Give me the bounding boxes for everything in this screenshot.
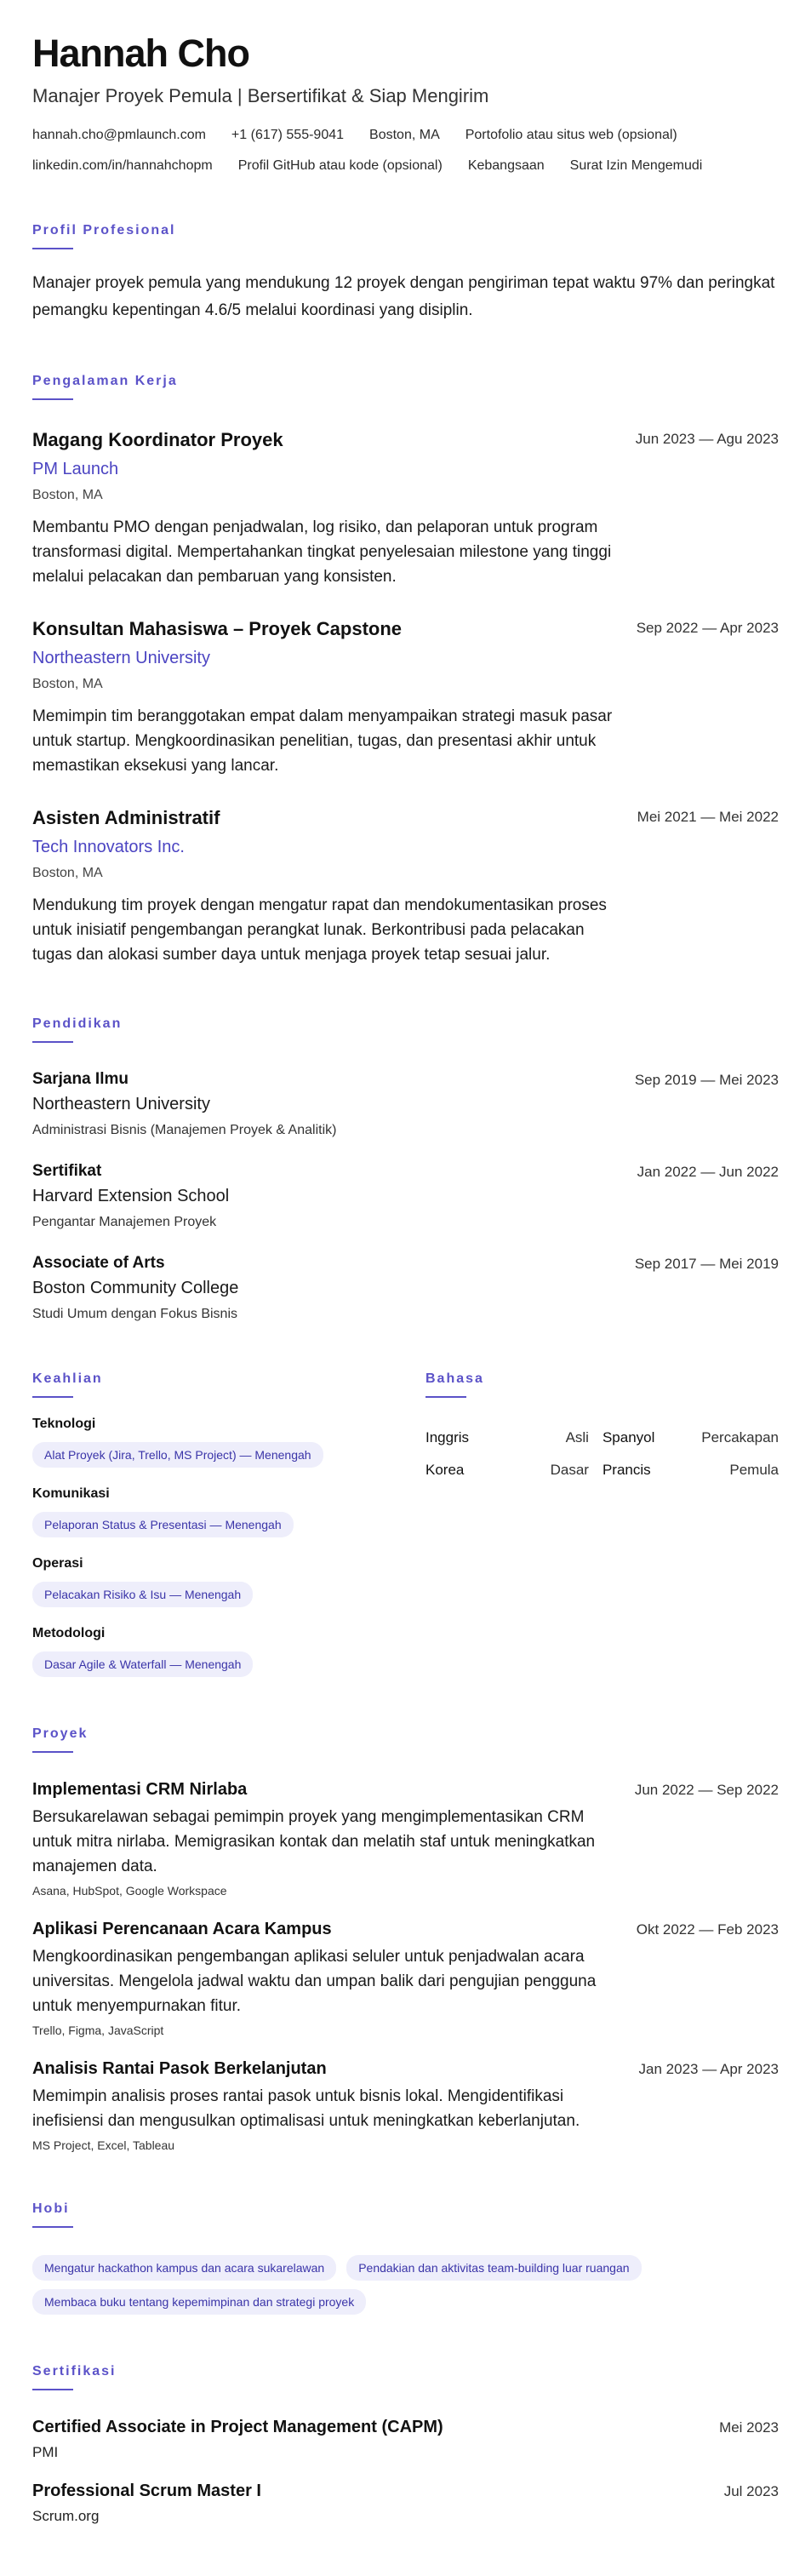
job-organization: Tech Innovators Inc. (32, 837, 185, 856)
hobby-list (32, 2247, 779, 2315)
drivers-license: Surat Izin Mengemudi (569, 157, 703, 173)
education-item (32, 1070, 779, 1138)
experience-section (32, 374, 779, 967)
section-divider (32, 2389, 73, 2390)
skill-category: Operasi (32, 1555, 83, 1571)
section-divider (425, 1396, 466, 1398)
education-item (32, 1254, 779, 1322)
hobby-chip: Membaca buku tentang kepemimpinan dan strategi proyek (32, 2289, 366, 2315)
language-level: Pemula (729, 1461, 779, 1478)
project-description: Bersukarelawan sebagai pemimpin proyek yang mengimplementasikan CRM untuk mitra nirlaba. Memigrasikan kontak dan melatih staf untuk meningkatkan manajemen data. (32, 1807, 596, 1875)
skill-chip: Pelaporan Status & Presentasi — Menengah (32, 1512, 294, 1537)
field-of-study: Pengantar Manajemen Proyek (32, 1214, 217, 1229)
language-name: Prancis (602, 1461, 651, 1478)
education-section (32, 1016, 779, 1322)
language-level: Dasar (550, 1461, 589, 1478)
certification-issuer: Scrum.org (32, 2507, 100, 2524)
project-dates: Okt 2022 — Feb 2023 (636, 1921, 779, 1938)
section-title: Proyek (32, 1726, 89, 1741)
job-description: Memimpin tim beranggotakan empat dalam menyampaikan strategi masuk pasar untuk startup. Mengkoordinasikan penelitian, tugas, dan presentasi akhir untuk memastikan eksekusi yang lancar. (32, 707, 613, 775)
job-title: Asisten Administratif (32, 806, 220, 828)
language-row (425, 1422, 779, 1454)
portfolio-link[interactable]: Portofolio atau situs web (opsional) (465, 127, 677, 142)
job-dates: Sep 2022 — Apr 2023 (636, 619, 779, 636)
hobby-chip: Pendakian dan aktivitas team-building luar ruangan (346, 2255, 641, 2281)
school: Harvard Extension School (32, 1186, 230, 1205)
section-divider (32, 1396, 73, 1398)
section-title: Hobi (32, 2201, 70, 2216)
project-item (32, 1920, 779, 2037)
skill-category: Teknologi (32, 1416, 96, 1431)
project-tools: Trello, Figma, JavaScript (32, 2023, 164, 2037)
languages-grid (425, 1422, 779, 1486)
project-item (32, 2059, 779, 2152)
section-title: Keahlian (32, 1371, 103, 1386)
certification-date: Mei 2023 (719, 2419, 779, 2436)
certification-item (32, 2418, 779, 2461)
skill-chip: Pelacakan Risiko & Isu — Menengah (32, 1582, 253, 1607)
education-dates: Sep 2017 — Mei 2019 (634, 1255, 779, 1272)
skill-category: Komunikasi (32, 1485, 110, 1501)
job-location: Boston, MA (32, 865, 103, 880)
project-dates: Jan 2023 — Apr 2023 (638, 2060, 779, 2077)
project-tools: MS Project, Excel, Tableau (32, 2138, 175, 2152)
language-name: Inggris (425, 1428, 470, 1445)
section-divider (32, 398, 73, 400)
education-dates: Sep 2019 — Mei 2023 (634, 1071, 779, 1088)
skills-languages-row (32, 1371, 779, 1677)
language-name: Spanyol (602, 1428, 655, 1445)
section-title: Pendidikan (32, 1016, 123, 1031)
certification-item (32, 2482, 779, 2525)
job-title: Magang Koordinator Proyek (32, 428, 283, 450)
experience-item (32, 618, 779, 778)
project-title: Analisis Rantai Pasok Berkelanjutan (32, 2058, 327, 2078)
section-title: Sertifikasi (32, 2363, 117, 2379)
headline: Manajer Proyek Pemula | Bersertifikat & Siap Mengirim (32, 84, 489, 106)
degree: Sarjana Ilmu (32, 1069, 129, 1088)
experience-item (32, 429, 779, 589)
project-description: Memimpin analisis proses rantai pasok untuk bisnis lokal. Mengidentifikasi inefisiensi dan mengusulkan optimalisasi untuk meningkatkan keberlanjutan. (32, 2087, 580, 2130)
nationality: Kebangsaan (467, 157, 545, 173)
projects-section (32, 1726, 779, 2152)
language-level: Percakapan (701, 1428, 779, 1445)
languages-section (425, 1371, 779, 1677)
candidate-name: Hannah Cho (32, 31, 249, 75)
job-organization: PM Launch (32, 459, 119, 478)
summary-section (32, 223, 779, 324)
field-of-study: Administrasi Bisnis (Manajemen Proyek & Analitik) (32, 1122, 337, 1137)
field-of-study: Studi Umum dengan Fokus Bisnis (32, 1306, 237, 1321)
section-divider (32, 1751, 73, 1753)
language-name: Korea (425, 1461, 465, 1478)
skills-section (32, 1371, 425, 1677)
resume-header (32, 32, 779, 174)
certifications-section (32, 2364, 779, 2525)
job-title: Konsultan Mahasiswa – Proyek Capstone (32, 617, 403, 639)
project-title: Aplikasi Perencanaan Acara Kampus (32, 1919, 332, 1938)
job-description: Membantu PMO dengan penjadwalan, log risiko, dan pelaporan untuk program transformasi digital. Mempertahankan tingkat penyelesaian milestone yang tinggi melalui pelacakan dan pembaruan yang konsisten. (32, 518, 612, 586)
linkedin-link[interactable]: linkedin.com/in/hannahchopm (32, 157, 213, 173)
section-divider (32, 248, 73, 249)
language-level: Asli (565, 1428, 589, 1445)
job-dates: Mei 2021 — Mei 2022 (637, 808, 779, 825)
school: Boston Community College (32, 1278, 239, 1297)
section-title: Profil Profesional (32, 222, 176, 238)
contact-row (32, 128, 779, 143)
hobby-chip: Mengatur hackathon kampus dan acara sukarelawan (32, 2255, 336, 2281)
experience-item (32, 807, 779, 967)
certification-name: Professional Scrum Master I (32, 2481, 261, 2500)
phone[interactable]: +1 (617) 555-9041 (231, 127, 345, 142)
project-title: Implementasi CRM Nirlaba (32, 1779, 248, 1799)
degree: Sertifikat (32, 1161, 102, 1180)
job-location: Boston, MA (32, 487, 103, 502)
degree: Associate of Arts (32, 1253, 165, 1272)
education-item (32, 1162, 779, 1230)
school: Northeastern University (32, 1094, 210, 1113)
contact-row (32, 158, 779, 174)
certification-date: Jul 2023 (723, 2482, 779, 2499)
skill-chip: Dasar Agile & Waterfall — Menengah (32, 1652, 253, 1677)
skill-chip: Alat Proyek (Jira, Trello, MS Project) — Menengah (32, 1442, 323, 1468)
hobbies-section (32, 2201, 779, 2315)
language-row (425, 1454, 779, 1486)
job-description: Mendukung tim proyek dengan mengatur rapat dan mendokumentasikan proses untuk inisiatif pengembangan perangkat lunak. Berkontribusi pada pelacakan tugas dan alokasi sumber daya untuk menjaga proyek tetap sesuai jalur. (32, 896, 607, 964)
github-link[interactable]: Profil GitHub atau kode (opsional) (237, 157, 443, 173)
section-title: Bahasa (425, 1371, 484, 1386)
project-dates: Jun 2022 — Sep 2022 (634, 1781, 779, 1798)
summary-text: Manajer proyek pemula yang mendukung 12 proyek dengan pengiriman tepat waktu 97% dan peringkat pemangku kepentingan 4.6/5 melalui koordinasi yang disiplin. (32, 273, 775, 319)
job-dates: Jun 2023 — Agu 2023 (635, 430, 779, 447)
skill-category: Metodologi (32, 1625, 106, 1640)
project-tools: Asana, HubSpot, Google Workspace (32, 1883, 227, 1898)
section-title: Pengalaman Kerja (32, 373, 178, 388)
location: Boston, MA (369, 127, 440, 142)
certification-issuer: PMI (32, 2443, 59, 2460)
project-item (32, 1780, 779, 1898)
email-link[interactable]: hannah.cho@pmlaunch.com (32, 127, 206, 142)
job-location: Boston, MA (32, 676, 103, 691)
job-organization: Northeastern University (32, 648, 210, 667)
section-divider (32, 2226, 73, 2228)
section-divider (32, 1041, 73, 1043)
certification-name: Certified Associate in Project Management (CAPM) (32, 2417, 443, 2436)
education-dates: Jan 2022 — Jun 2022 (637, 1163, 779, 1180)
project-description: Mengkoordinasikan pengembangan aplikasi seluler untuk penjadwalan acara universitas. Mengelola jadwal waktu dan umpan balik dari pengujian pengguna untuk menyempurnakan fitur. (32, 1947, 597, 2015)
